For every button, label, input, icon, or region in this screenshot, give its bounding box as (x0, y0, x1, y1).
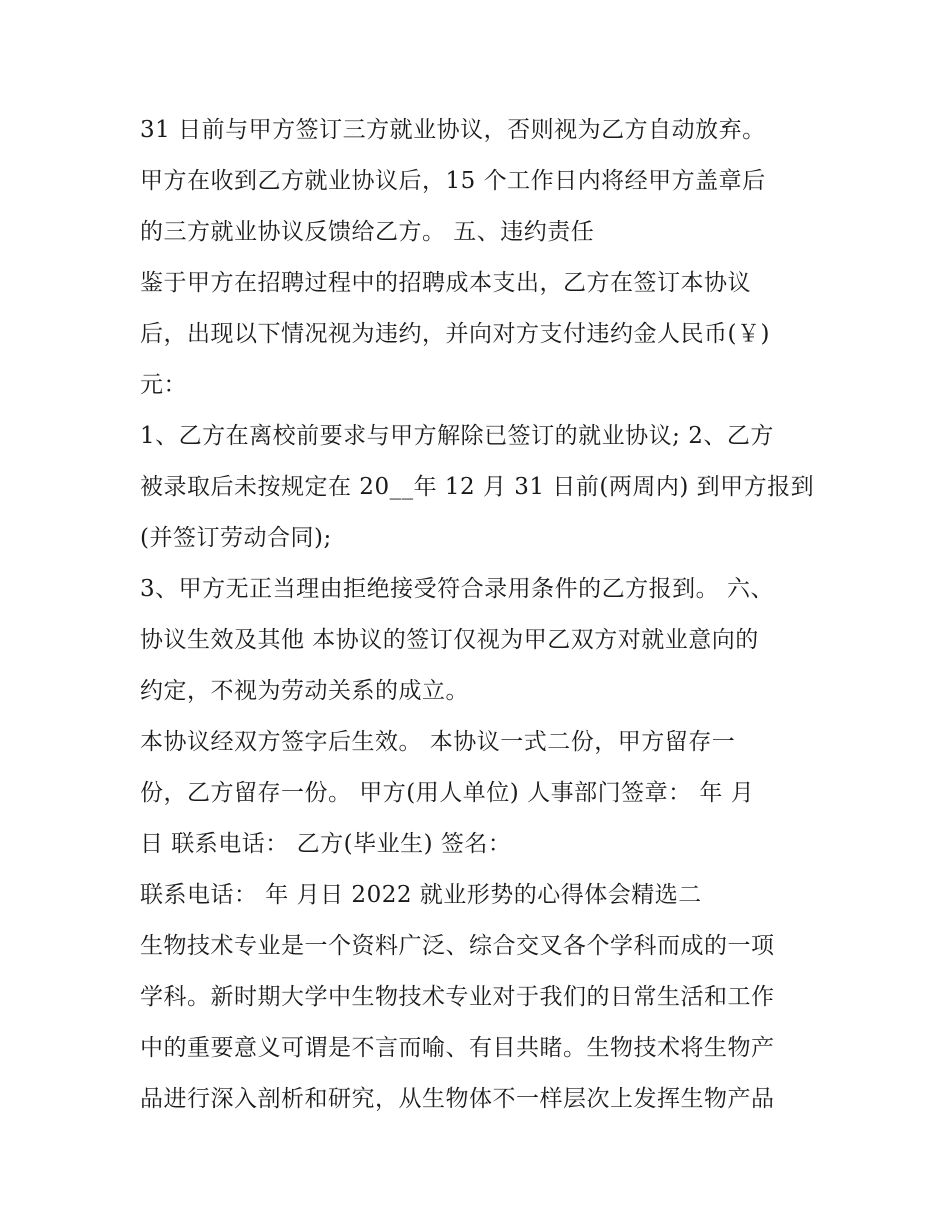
text-line: 生物技术专业是一个资料广泛、综合交叉各个学科而成的一项 (140, 933, 775, 959)
text-line: 被录取后未按规定在 20__年 12 月 31 日前(两周内) 到甲方报到 (140, 474, 815, 500)
text-line: (并签订劳动合同); (140, 525, 332, 551)
text-line: 日 联系电话： 乙方(毕业生) 签名： (140, 831, 512, 857)
text-line: 本协议经双方签字后生效。 本协议一式二份，甲方留存一 (140, 729, 736, 755)
text-line: 中的重要意义可谓是不言而喻、有目共睹。生物技术将生物产 (140, 1035, 775, 1061)
text-line: 1、乙方在离校前要求与甲方解除已签订的就业协议; 2、乙方 (140, 423, 774, 449)
text-line: 元： (140, 372, 187, 398)
text-line: 甲方在收到乙方就业协议后，15 个工作日内将经甲方盖章后 (140, 168, 766, 194)
text-line: 的三方就业协议反馈给乙方。 五、违约责任 (140, 219, 595, 245)
text-line: 鉴于甲方在招聘过程中的招聘成本支出，乙方在签订本协议 (140, 270, 751, 296)
document-body (140, 110, 830, 1130)
text-line: 后，出现以下情况视为违约，并向对方支付违约金人民币(￥) (140, 321, 770, 347)
text-line: 约定，不视为劳动关系的成立。 (140, 678, 469, 704)
text-line: 份，乙方留存一份。 甲方(用人单位) 人事部门签章： 年 月 (140, 780, 755, 806)
text-line: 品进行深入剖析和研究，从生物体不一样层次上发挥生物产品 (140, 1086, 775, 1112)
text-line: 联系电话： 年 月日 2022 就业形势的心得体会精选二 (140, 882, 702, 908)
text-line: 学科。新时期大学中生物技术专业对于我们的日常生活和工作 (140, 984, 775, 1010)
text-line: 3、甲方无正当理由拒绝接受符合录用条件的乙方报到。 六、 (140, 576, 774, 602)
text-line: 31 日前与甲方签订三方就业协议，否则视为乙方自动放弃。 (140, 117, 766, 143)
text-line: 协议生效及其他 本协议的签订仅视为甲乙双方对就业意向的 (140, 627, 759, 653)
